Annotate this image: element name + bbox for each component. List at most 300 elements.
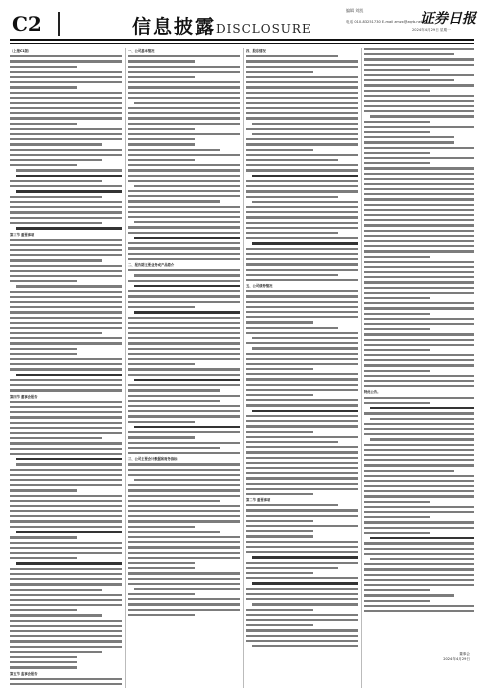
text-line xyxy=(128,86,240,88)
text-line xyxy=(10,348,77,350)
text-line xyxy=(10,222,102,224)
column-subheading: 第四节 董事会报告 xyxy=(10,394,38,399)
text-line xyxy=(16,463,122,465)
text-line xyxy=(128,395,240,397)
text-line xyxy=(128,484,240,486)
contact-info: 电话 010-83251730 E-mail zmzx@zqrb.net xyxy=(346,20,423,24)
text-line xyxy=(128,578,240,580)
text-line xyxy=(364,152,430,154)
text-line xyxy=(246,488,358,490)
text-line xyxy=(252,337,358,339)
text-line xyxy=(246,216,358,218)
text-line xyxy=(364,385,474,387)
text-line xyxy=(10,666,77,668)
text-line xyxy=(10,301,122,303)
text-line xyxy=(364,307,474,309)
text-column-3 xyxy=(246,48,358,688)
text-line xyxy=(364,359,474,361)
text-line xyxy=(134,102,240,104)
text-line xyxy=(128,76,195,78)
text-line xyxy=(364,433,474,435)
text-line xyxy=(246,436,358,438)
text-line xyxy=(10,500,122,502)
text-line xyxy=(246,169,358,171)
text-line xyxy=(364,250,474,252)
text-line xyxy=(10,437,102,439)
text-line xyxy=(10,427,122,429)
text-line xyxy=(252,410,358,413)
text-line xyxy=(246,97,358,99)
text-line xyxy=(10,97,122,99)
section-title-english: DISCLOSURE xyxy=(216,22,312,36)
text-line xyxy=(16,562,122,565)
text-line xyxy=(246,332,358,334)
text-line xyxy=(246,619,358,621)
text-line xyxy=(128,169,240,171)
text-line xyxy=(134,379,240,382)
text-line xyxy=(10,291,122,293)
text-line xyxy=(10,112,122,114)
text-line xyxy=(10,180,102,182)
text-line xyxy=(246,232,338,234)
text-line xyxy=(364,100,474,102)
text-line xyxy=(10,568,122,570)
text-line xyxy=(10,573,122,575)
text-line xyxy=(10,661,77,663)
text-line xyxy=(246,248,358,250)
text-line xyxy=(364,375,474,377)
text-line xyxy=(364,459,474,461)
text-line xyxy=(246,472,358,474)
text-line xyxy=(128,358,240,360)
text-line xyxy=(10,107,122,109)
text-line xyxy=(246,614,358,616)
text-line xyxy=(246,301,358,303)
text-line xyxy=(128,123,240,125)
text-line xyxy=(10,275,122,277)
text-line xyxy=(10,432,122,434)
text-line xyxy=(364,173,474,175)
text-line xyxy=(252,175,358,178)
text-line xyxy=(364,64,474,66)
text-line xyxy=(10,604,122,606)
text-line xyxy=(364,349,430,351)
text-line xyxy=(10,117,122,119)
text-line xyxy=(246,112,358,114)
text-line xyxy=(252,123,358,125)
text-line xyxy=(10,635,122,637)
text-line xyxy=(246,76,358,78)
text-line xyxy=(10,164,77,166)
text-line xyxy=(128,572,240,574)
text-line xyxy=(128,348,240,350)
text-line xyxy=(128,242,240,244)
text-line xyxy=(364,53,454,55)
text-line xyxy=(10,358,122,360)
text-line xyxy=(364,240,474,242)
page-header xyxy=(0,0,484,40)
text-line xyxy=(246,92,358,94)
text-line xyxy=(364,480,474,482)
text-line xyxy=(128,200,220,202)
text-line xyxy=(128,117,240,119)
text-line xyxy=(134,285,240,288)
text-line xyxy=(128,71,240,73)
text-line xyxy=(364,323,474,325)
text-line xyxy=(364,230,474,232)
text-line xyxy=(246,629,358,631)
text-line xyxy=(246,71,313,73)
text-line xyxy=(128,211,240,213)
text-line xyxy=(10,589,102,591)
column-subheading: 第三节 重要事项 xyxy=(10,232,35,237)
text-line xyxy=(128,474,240,476)
text-line xyxy=(128,290,240,292)
text-line xyxy=(128,546,240,548)
text-line xyxy=(246,107,358,109)
text-line xyxy=(364,516,430,518)
text-line xyxy=(364,58,474,60)
column-subheading: 第二节 重要事项 xyxy=(246,498,271,503)
text-line xyxy=(128,520,240,522)
header-rule-thin xyxy=(10,43,474,44)
text-line xyxy=(246,321,313,323)
text-line xyxy=(128,389,220,391)
text-line xyxy=(364,584,474,586)
text-line xyxy=(16,190,122,193)
text-line xyxy=(364,589,430,591)
text-line xyxy=(10,542,122,544)
text-line xyxy=(364,553,474,555)
text-line xyxy=(246,368,313,370)
text-line xyxy=(246,358,358,360)
text-line xyxy=(10,353,77,355)
text-line xyxy=(246,353,358,355)
text-line xyxy=(246,441,338,443)
text-line xyxy=(10,265,122,267)
text-line xyxy=(128,410,240,412)
text-line xyxy=(364,328,430,330)
text-line xyxy=(128,603,240,605)
text-line xyxy=(128,500,220,502)
text-line xyxy=(252,347,358,349)
text-line xyxy=(246,311,358,313)
text-line xyxy=(10,630,122,632)
text-line xyxy=(364,90,430,92)
text-line xyxy=(246,457,358,459)
text-line xyxy=(246,394,313,396)
text-line xyxy=(364,235,474,237)
text-line xyxy=(246,159,338,161)
text-line xyxy=(364,600,430,602)
body-text-block xyxy=(128,269,240,454)
text-line xyxy=(128,306,195,308)
text-line xyxy=(364,69,430,71)
text-line xyxy=(364,167,474,169)
body-text-block xyxy=(10,401,122,669)
column-divider xyxy=(361,48,362,688)
text-line xyxy=(10,149,122,151)
closing-statement: 特此公告。 xyxy=(364,390,381,395)
text-line xyxy=(364,339,474,341)
text-line xyxy=(246,425,358,427)
text-line xyxy=(10,217,122,219)
text-line xyxy=(246,295,358,297)
text-line xyxy=(10,479,122,481)
text-line xyxy=(246,415,358,417)
text-line xyxy=(246,102,358,104)
text-line xyxy=(128,149,220,151)
text-line xyxy=(134,311,240,314)
text-column-4 xyxy=(364,48,474,688)
text-line xyxy=(128,400,220,402)
body-text-block xyxy=(128,55,240,260)
text-line xyxy=(10,651,102,653)
text-line xyxy=(10,244,122,246)
text-line xyxy=(364,48,474,50)
text-line xyxy=(10,656,77,658)
text-line xyxy=(128,593,195,595)
text-line xyxy=(128,112,240,114)
text-line xyxy=(10,337,122,339)
text-line xyxy=(246,635,358,637)
text-line xyxy=(10,599,122,601)
text-line xyxy=(10,469,122,471)
text-line xyxy=(364,521,474,523)
text-line xyxy=(364,105,474,107)
text-line xyxy=(10,526,122,528)
column-subheading: 五、公司债券情况 xyxy=(246,284,273,289)
text-line xyxy=(364,370,430,372)
text-line xyxy=(252,201,358,203)
text-line xyxy=(134,237,240,240)
text-line xyxy=(246,525,358,527)
text-line xyxy=(128,452,240,454)
text-line xyxy=(10,159,102,161)
text-line xyxy=(128,421,195,423)
header-rule-thick xyxy=(10,39,474,41)
text-line xyxy=(10,510,122,512)
text-line xyxy=(128,164,240,166)
text-line xyxy=(364,449,474,451)
text-line xyxy=(128,322,240,324)
text-line xyxy=(128,175,240,177)
text-line xyxy=(16,458,122,461)
text-line xyxy=(128,154,240,156)
text-line xyxy=(364,333,474,335)
text-line xyxy=(128,159,195,161)
text-line xyxy=(10,505,122,507)
text-line xyxy=(364,464,474,466)
page-number: C2 xyxy=(12,12,42,36)
text-line xyxy=(246,567,338,569)
text-line xyxy=(364,162,430,164)
column-subheading: 一、公司基本情况 xyxy=(128,49,155,53)
text-line xyxy=(364,136,454,138)
text-line xyxy=(246,624,313,626)
text-line xyxy=(10,342,122,344)
text-line xyxy=(246,222,358,224)
text-line xyxy=(128,526,195,528)
text-line xyxy=(364,121,430,123)
text-line xyxy=(128,295,240,297)
text-line xyxy=(128,247,240,249)
text-line xyxy=(246,467,358,469)
text-line xyxy=(364,131,430,133)
text-line xyxy=(246,520,313,522)
text-line xyxy=(364,84,474,86)
text-line xyxy=(364,542,474,544)
text-line xyxy=(246,60,358,62)
column-subheading: 三、公司主要会计数据和财务指标 xyxy=(128,457,178,462)
text-line xyxy=(128,557,240,559)
text-line xyxy=(128,442,240,444)
text-line xyxy=(10,296,122,298)
text-line xyxy=(128,363,195,365)
newspaper-logo: 证券日报 xyxy=(420,11,476,27)
text-line xyxy=(246,493,313,495)
text-line xyxy=(10,71,122,73)
text-line xyxy=(252,645,358,647)
text-line xyxy=(128,206,240,208)
text-line xyxy=(246,263,358,265)
column-heading: （上接C1版） xyxy=(10,49,32,53)
text-line xyxy=(364,178,474,180)
text-line xyxy=(10,249,122,251)
text-line xyxy=(246,269,358,271)
text-line xyxy=(370,115,474,117)
text-line xyxy=(364,204,474,206)
text-line xyxy=(128,541,240,543)
body-text-block xyxy=(10,678,122,688)
signature-block xyxy=(364,652,470,662)
column-subheading: 二、报告期主要业务或产品简介 xyxy=(128,263,175,268)
text-line xyxy=(364,74,474,76)
column-divider xyxy=(243,48,244,688)
text-line xyxy=(10,411,122,413)
text-line xyxy=(364,563,474,565)
text-line xyxy=(10,389,122,391)
text-line xyxy=(128,280,240,282)
text-line xyxy=(10,138,122,140)
text-line xyxy=(10,609,77,611)
text-line xyxy=(128,269,240,271)
text-line xyxy=(10,322,122,324)
text-line xyxy=(10,422,122,424)
text-line xyxy=(252,242,358,245)
text-line xyxy=(128,495,240,497)
text-line xyxy=(128,415,240,417)
text-line xyxy=(10,143,102,145)
text-line xyxy=(134,274,240,276)
text-line xyxy=(364,261,474,263)
text-line xyxy=(246,577,358,579)
article-columns xyxy=(10,48,474,688)
text-line xyxy=(246,86,358,88)
text-line xyxy=(246,384,358,386)
text-line xyxy=(10,583,122,585)
text-line xyxy=(128,405,240,407)
text-line xyxy=(246,588,358,590)
text-line xyxy=(364,110,474,112)
text-line xyxy=(364,313,430,315)
text-line xyxy=(134,588,240,590)
text-line xyxy=(246,258,358,260)
text-line xyxy=(128,128,195,130)
text-line xyxy=(246,185,358,187)
text-line xyxy=(246,446,358,448)
text-line xyxy=(128,258,240,260)
text-line xyxy=(128,531,220,533)
text-line xyxy=(364,198,474,200)
text-line xyxy=(128,226,240,228)
body-text-block xyxy=(246,290,358,495)
text-line xyxy=(128,469,240,471)
text-line xyxy=(10,55,122,57)
text-line xyxy=(246,420,358,422)
text-line xyxy=(246,451,358,453)
text-line xyxy=(364,302,474,304)
text-line xyxy=(364,214,474,216)
text-line xyxy=(246,342,358,344)
text-line xyxy=(10,416,122,418)
text-line xyxy=(10,594,122,596)
text-line xyxy=(246,143,358,145)
text-line xyxy=(364,594,454,596)
text-line xyxy=(128,60,195,62)
text-line xyxy=(10,332,102,334)
text-line xyxy=(10,384,122,386)
text-line xyxy=(10,678,122,680)
text-line xyxy=(364,126,474,128)
text-line xyxy=(10,536,77,538)
text-line xyxy=(364,412,474,414)
text-line xyxy=(134,185,240,187)
text-line xyxy=(364,354,474,356)
text-line xyxy=(10,453,122,455)
text-line xyxy=(370,418,474,420)
text-line xyxy=(10,614,102,616)
text-line xyxy=(246,504,338,506)
text-line xyxy=(364,428,474,430)
text-line xyxy=(246,154,358,156)
text-line xyxy=(128,216,240,218)
text-line xyxy=(370,407,474,410)
text-line xyxy=(246,404,358,406)
text-line xyxy=(364,79,454,81)
text-line xyxy=(246,66,358,68)
text-line xyxy=(10,327,122,329)
text-line xyxy=(10,86,77,88)
text-line xyxy=(252,556,358,559)
text-line xyxy=(10,81,122,83)
text-line xyxy=(16,374,122,377)
text-line xyxy=(10,60,122,62)
text-line xyxy=(246,572,313,574)
text-line xyxy=(364,397,474,399)
text-line xyxy=(252,603,358,605)
text-line xyxy=(16,285,122,287)
text-line xyxy=(10,154,122,156)
text-line xyxy=(128,463,240,465)
text-line xyxy=(16,169,122,171)
text-line xyxy=(128,510,240,512)
text-line xyxy=(128,66,240,68)
text-line xyxy=(246,515,358,517)
text-line xyxy=(10,254,122,256)
text-line xyxy=(246,138,358,140)
text-line xyxy=(10,448,122,450)
